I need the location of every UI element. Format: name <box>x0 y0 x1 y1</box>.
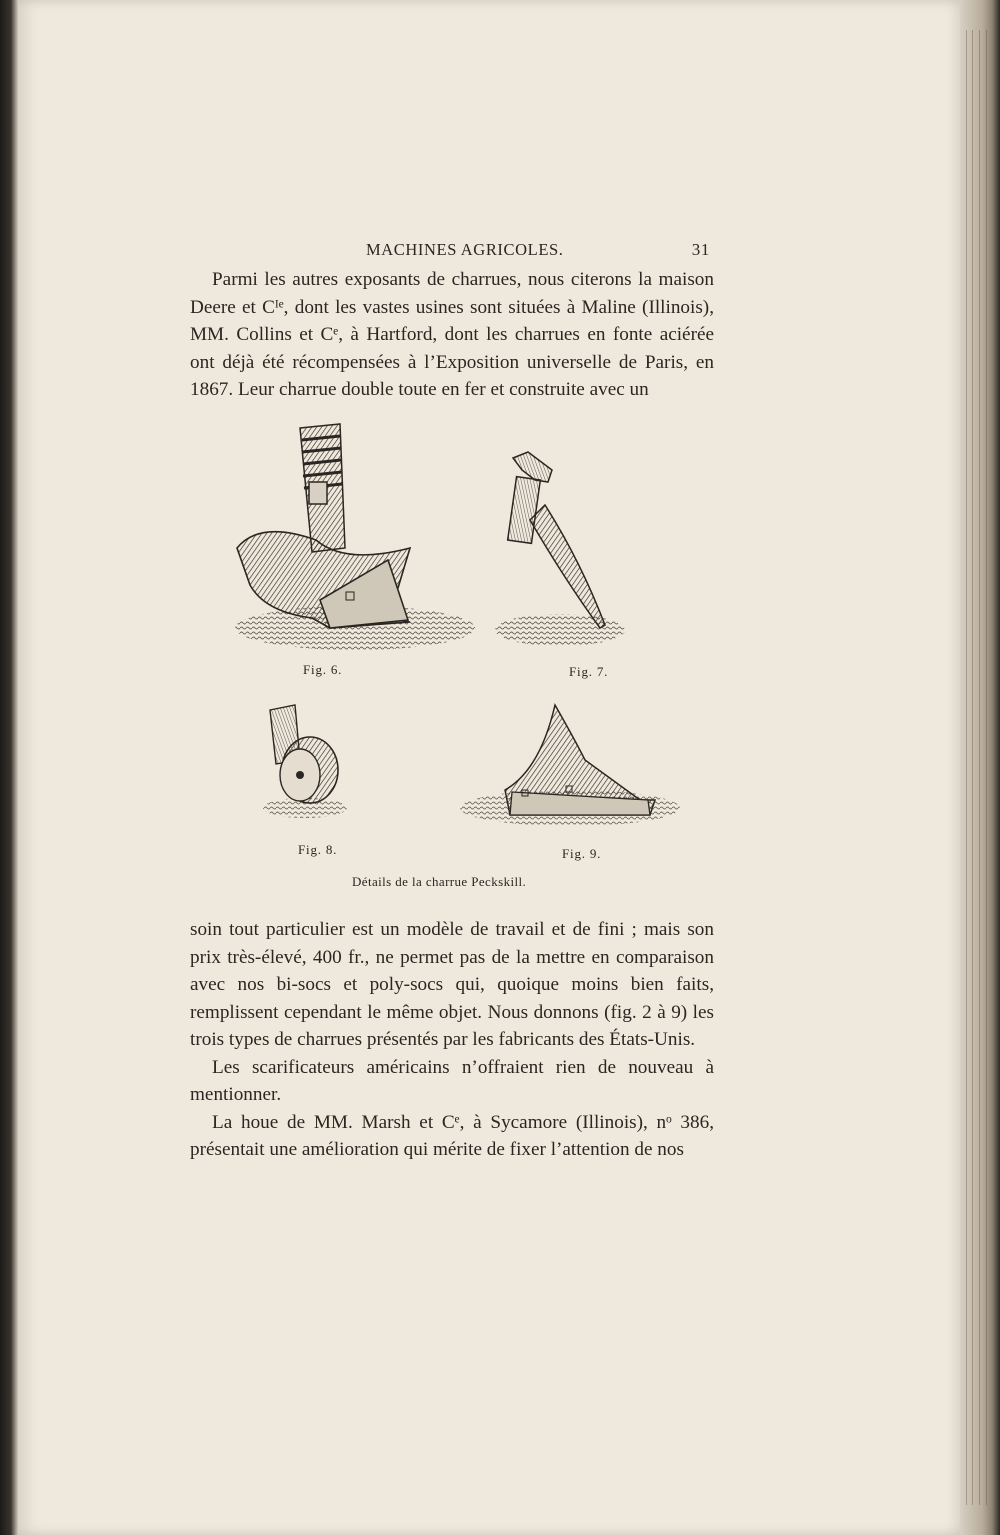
fig9-share-blade-drawing <box>460 705 680 826</box>
figure-9-label: Fig. 9. <box>562 846 602 861</box>
paragraph: Les scarificateurs américains n’offraient rien de nouveau à mentionner. <box>190 1056 714 1105</box>
figure-7-label: Fig. 7. <box>569 664 609 679</box>
body-text-bottom <box>190 916 714 1164</box>
running-title: MACHINES AGRICOLES. <box>366 240 564 259</box>
fig8-wheel-drawing <box>263 705 347 818</box>
paragraph: Parmi les autres exposants de charrues, nous citerons la maison Deere et Cᴵᵉ, dont les vastes usines sont situées à Maline (Illinois), MM. Collins et Cᵉ, à Hartford, dont les charrues en fonte aciérée ont déjà été récompensées à l’Exposition universelle de Paris, en 1867. Leur charrue double toute en fer et construite avec un <box>190 269 714 400</box>
fig7-coulter-drawing <box>495 452 625 646</box>
fig6-plough-share-drawing <box>235 424 475 650</box>
page-number: 31 <box>691 240 710 259</box>
paragraph: soin tout particulier est un modèle de travail et de fini ; mais son prix très-élevé, 400 fr., ne permet pas de la mettre en comparaison avec nos bi-socs et poly-socs qui, quoique moins bien faits, remplissent cependant le même objet. Nous donnons (fig. 2 à 9) les trois types de charrues présentés par les fabricants des États-Unis. <box>190 919 714 1050</box>
figure-caption: Détails de la charrue Peckskill. <box>352 874 527 889</box>
figure-8-label: Fig. 8. <box>298 842 338 857</box>
paragraph: La houe de MM. Marsh et Cᵉ, à Sycamore (Illinois), nᵒ 386, présentait une amélioration qui mérite de fixer l’attention de nos <box>190 1111 714 1160</box>
figure-6-label: Fig. 6. <box>303 662 343 677</box>
